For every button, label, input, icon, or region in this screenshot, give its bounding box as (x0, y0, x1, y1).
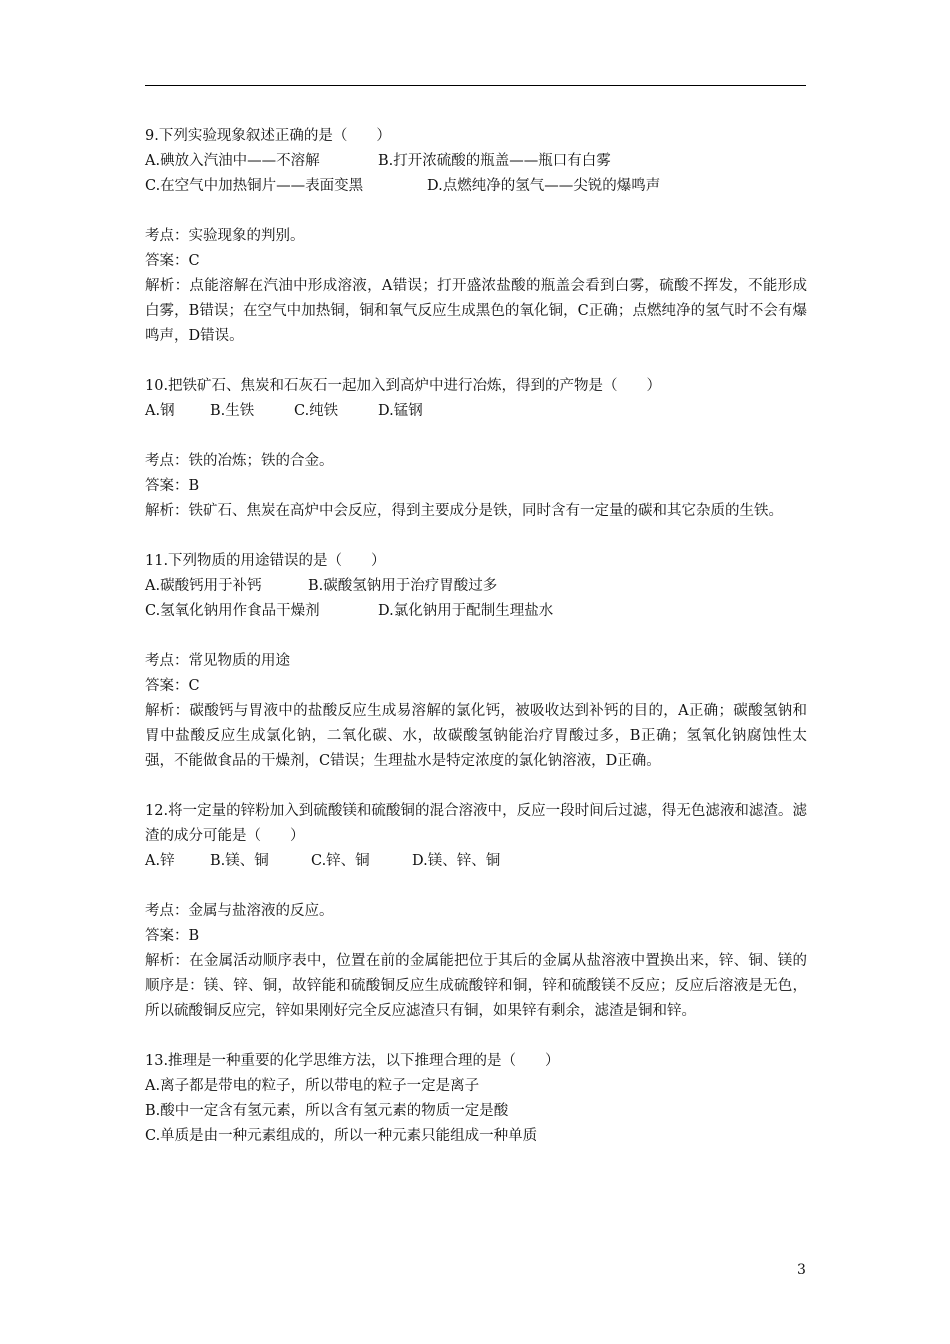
option-a: A.锌 (145, 853, 175, 869)
question-13-stem: 13.推理是一种重要的化学思维方法，以下推理合理的是（ ） (145, 1053, 560, 1069)
option-a: A.碘放入汽油中——不溶解 (145, 153, 320, 169)
question-10-options-row-1 (145, 399, 807, 424)
option-c: C.锌、铜 (311, 853, 370, 869)
question-11-kaodian: 考点：常见物质的用途 (145, 653, 290, 669)
question-11-options-row-2 (145, 599, 807, 624)
question-12-options-row-1 (145, 849, 807, 874)
question-12-kaodian: 考点：金属与盐溶液的反应。 (145, 903, 334, 919)
question-9-kaodian: 考点：实验现象的判别。 (145, 228, 305, 244)
option-d: D.氯化钠用于配制生理盐水 (378, 603, 554, 619)
page-number: 3 (797, 1262, 806, 1278)
question-9-stem: 9.下列实验现象叙述正确的是（ ） (145, 128, 391, 144)
option-a: A.碳酸钙用于补钙 (145, 578, 262, 594)
option-c: C.在空气中加热铜片——表面变黑 (145, 178, 364, 194)
question-11-answer: 答案：C (145, 678, 200, 694)
option-b: B.生铁 (210, 403, 255, 419)
question-13-option-a: A.离子都是带电的粒子，所以带电的粒子一定是离子 (145, 1078, 480, 1094)
option-b: B.打开浓硫酸的瓶盖——瓶口有白雾 (378, 153, 611, 169)
option-b: B.镁、铜 (210, 853, 269, 869)
option-b: B.碳酸氢钠用于治疗胃酸过多 (308, 578, 498, 594)
question-13-option-b: B.酸中一定含有氢元素，所以含有氢元素的物质一定是酸 (145, 1103, 509, 1119)
question-10-stem: 10.把铁矿石、焦炭和石灰石一起加入到高炉中进行冶炼，得到的产物是（ ） (145, 378, 662, 394)
question-12-stem: 12.将一定量的锌粉加入到硫酸镁和硫酸铜的混合溶液中，反应一段时间后过滤，得无色滤液和滤渣。滤渣的成分可能是（ ） (145, 803, 807, 844)
option-c: C.氢氧化钠用作食品干燥剂 (145, 603, 320, 619)
question-9-answer: 答案：C (145, 253, 200, 269)
question-10-analysis: 解析：铁矿石、焦炭在高炉中会反应，得到主要成分是铁，同时含有一定量的碳和其它杂质的生铁。 (145, 503, 783, 519)
question-12-answer: 答案：B (145, 928, 200, 944)
question-11-stem: 11.下列物质的用途错误的是（ ） (145, 553, 386, 569)
question-9-options-row-1 (145, 149, 807, 174)
option-d: D.锰钢 (378, 403, 423, 419)
question-12-analysis: 解析：在金属活动顺序表中，位置在前的金属能把位于其后的金属从盐溶液中置换出来，锌、铜、镁的顺序是：镁、锌、铜，故锌能和硫酸铜反应生成硫酸锌和铜，锌和硫酸镁不反应；反应后溶液是无色，所以硫酸铜反应完，锌如果刚好完全反应滤渣只有铜，如果锌有剩余，滤渣是铜和锌。 (145, 953, 807, 1019)
question-11-analysis: 解析：碳酸钙与胃液中的盐酸反应生成易溶解的氯化钙，被吸收达到补钙的目的，A正确；碳酸氢钠和胃中盐酸反应生成氯化钠，二氧化碳、水，故碳酸氢钠能治疗胃酸过多，B正确；氢氧化钠腐蚀性太强，不能做食品的干燥剂，C错误；生理盐水是特定浓度的氯化钠溶液，D正确。 (145, 703, 807, 769)
question-10-answer: 答案：B (145, 478, 200, 494)
option-a: A.钢 (145, 403, 175, 419)
question-9-analysis: 解析：点能溶解在汽油中形成溶液，A错误；打开盛浓盐酸的瓶盖会看到白雾，硫酸不挥发，不能形成白雾，B错误；在空气中加热铜，铜和氧气反应生成黑色的氧化铜，C正确；点燃纯净的氢气时不会有爆鸣声，D错误。 (145, 278, 807, 344)
page-content (145, 124, 807, 1149)
question-11-options-row-1 (145, 574, 807, 599)
question-9-options-row-2 (145, 174, 807, 199)
option-d: D.镁、锌、铜 (412, 853, 501, 869)
header-rule (145, 85, 806, 86)
option-d: D.点燃纯净的氢气——尖锐的爆鸣声 (427, 178, 661, 194)
question-13-option-c: C.单质是由一种元素组成的，所以一种元素只能组成一种单质 (145, 1128, 538, 1144)
question-10-kaodian: 考点：铁的冶炼；铁的合金。 (145, 453, 334, 469)
option-c: C.纯铁 (294, 403, 339, 419)
